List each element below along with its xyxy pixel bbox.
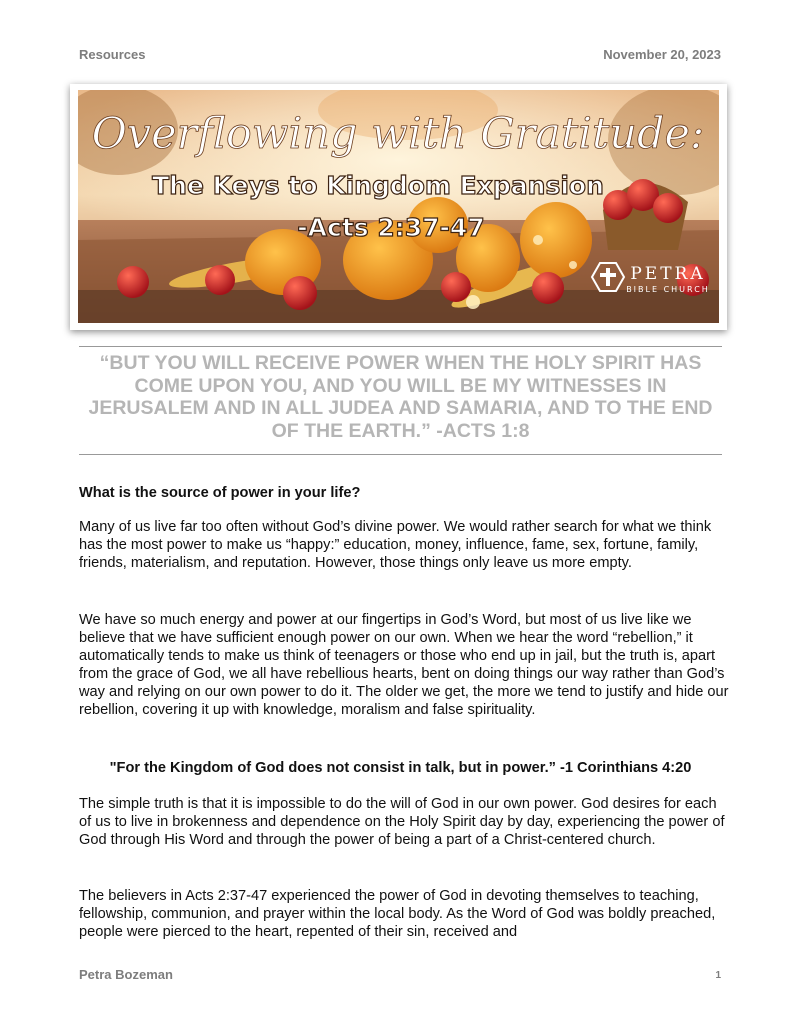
logo-subtitle: BIBLE CHURCH	[626, 285, 710, 294]
page-number: 1	[715, 970, 721, 981]
header-section-label: Resources	[79, 47, 146, 62]
banner-reference: -Acts 2:37-47	[297, 213, 485, 242]
paragraph: The simple truth is that it is impossible to do the will of God in our own power. God desires for each of us to live in brokenness and dependence on the Holy Spirit day by day, experiencing the power of God through His Word and through the power of being a part of a Christ-centered church.	[79, 796, 725, 848]
banner-subtitle: The Keys to Kingdom Expansion	[152, 171, 604, 200]
header-date: November 20, 2023	[603, 47, 721, 62]
paragraph: Many of us live far too often without God’s divine power. We would rather search for what we think has the most power to make us “happy:” education, money, influence, fame, sex, fortune, family, friends, materialism, and reputation. However, those things only leave us more empty.	[79, 519, 712, 571]
logo-name: PETRA	[630, 264, 706, 284]
section-question: What is the source of power in your life?	[79, 485, 361, 501]
sermon-banner-image	[78, 90, 719, 323]
paragraph: We have so much energy and power at our fingertips in God’s Word, but most of us live like we believe that we have sufficient enough power on our own. When we hear the word “rebellion,” it automatically tends to make us think of teenagers or those who end up in jail, but the truth is, apart from the grace of God, we all have rebellious hearts, bent on doing things our way rather than God’s way and relying on our own power to do it. The older we get, the more we tend to justify and hide our rebellion, covering it up with knowledge, moralism and false spirituality.	[79, 612, 729, 718]
banner-frame	[70, 84, 727, 330]
pull-quote-block	[79, 346, 722, 455]
banner-script-title: Overflowing with Gratitude:	[91, 109, 705, 159]
page-header	[79, 47, 721, 63]
page-footer	[79, 967, 721, 983]
pull-quote: “BUT YOU WILL RECEIVE POWER WHEN THE HOLY SPIRIT HAS COME UPON YOU, AND YOU WILL BE MY WITNESSES IN JERUSALEM AND IN ALL JUDEA AND SAMARIA, AND TO THE END OF THE EARTH.” -ACTS 1:8	[88, 352, 713, 442]
paragraph: The believers in Acts 2:37-47 experienced the power of God in devoting themselves to teaching, fellowship, communion, and prayer within the local body. As the Word of God was boldly preached, people were pierced to the heart, repented of their sin, received and	[79, 888, 716, 940]
footer-author: Petra Bozeman	[79, 967, 173, 982]
verse-quote: "For the Kingdom of God does not consist in talk, but in power.” -1 Corinthians 4:20	[109, 760, 692, 776]
